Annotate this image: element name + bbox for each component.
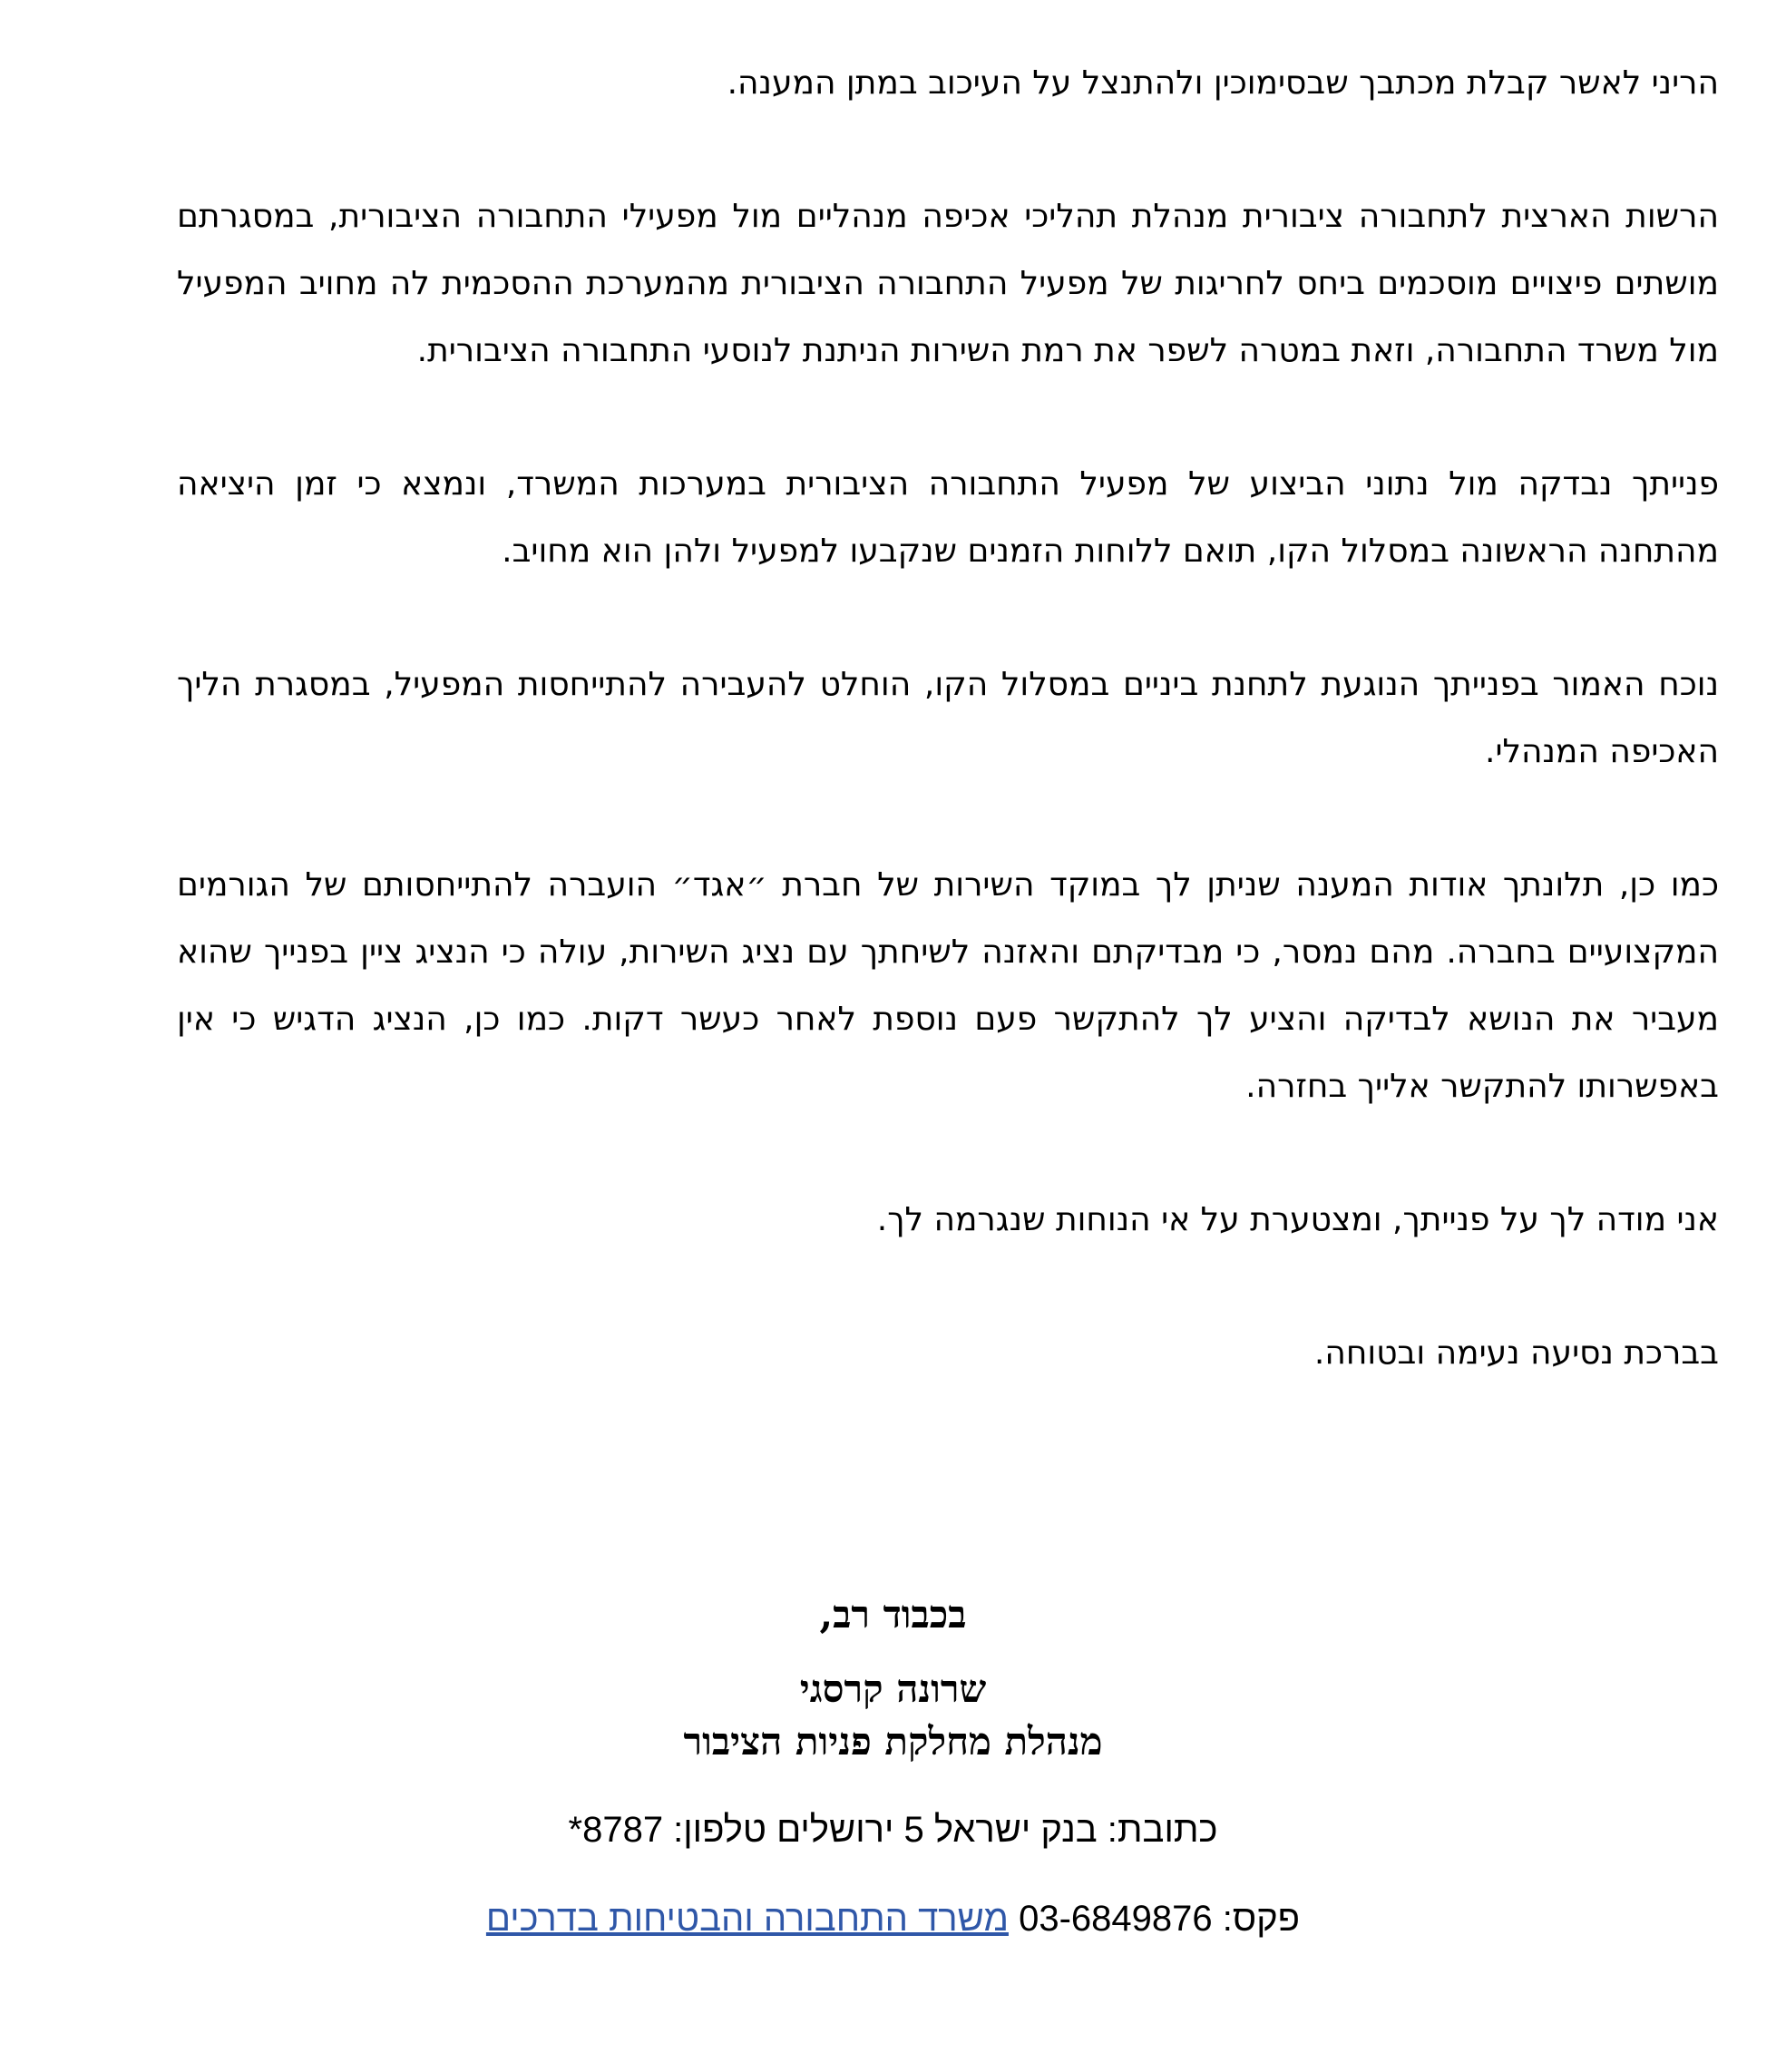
paragraph-intermediate-station: נוכח האמור בפנייתך הנוגעת לתחנת ביניים במסלול הקו, הוחלט להעבירה להתייחסות המפעיל, במסגרת הליך האכיפה המנהלי. — [177, 666, 1719, 770]
paragraph-service-complaint: כמו כן, תלונתך אודות המענה שניתן לך במוקד השירות של חברת ״אגד״ הועברה להתייחסותם של הגורמים המקצועיים בחברה. מהם נמסר, כי מבדיקתם והאזנה לשיחתך עם נציג השירות, עולה כי הנציג ציין בפנייך שהוא מעביר את הנושא לבדיקה והציע לך להתקשר פעם נוספת לאחר כעשר דקות. כמו כן, הנציג הדגיש כי אין באפשרותו להתקשר אלייך בחזרה. — [177, 866, 1719, 1105]
paragraph-inquiry-check: פנייתך נבדקה מול נתוני הביצוע של מפעיל התחבורה הציבורית במערכות המשרד, ונמצא כי זמן היציאה מהתחנה הראשונה במסלול הקו, תואם ללוחות הזמנים שנקבעו למפעיל ולהן הוא מחויב. — [177, 465, 1719, 570]
paragraph-farewell: בברכת נסיעה נעימה ובטוחה. — [1313, 1334, 1719, 1372]
fax-number: פקס: 03-6849876 — [1008, 1899, 1301, 1939]
closing-salutation: בכבוד רב, — [819, 1592, 967, 1637]
paragraph-acknowledgement: הריני לאשר קבלת מכתבך שבסימוכין ולהתנצל על העיכוב במתן המענה. — [727, 64, 1719, 102]
ministry-link[interactable]: משרד התחבורה והבטיחות בדרכים — [485, 1899, 1009, 1939]
letter-body — [177, 50, 1719, 1453]
contact-address: כתובת: בנק ישראל 5 ירושלים טלפון: 8787* — [568, 1810, 1218, 1850]
paragraph-enforcement: הרשות הארצית לתחבורה ציבורית מנהלת תהליכי אכיפה מנהליים מול מפעילי התחבורה הציבורית, במסגרתם מושתים פיצויים מוסכמים ביחס לחריגות של מפעיל התחבורה הציבורית מהמערכת ההסכמית לה מחויב המפעיל מול משרד התחבורה, וזאת במטרה לשפר את רמת השירות הניתנת לנוסעי התחבורה הציבורית. — [177, 198, 1719, 369]
signatory-name: שרונה קרסגי — [799, 1666, 987, 1711]
paragraph-thanks: אני מודה לך על פנייתך, ומצטערת על אי הנוחות שנגרמה לך. — [876, 1201, 1719, 1238]
contact-fax-line — [0, 1899, 1786, 1940]
signatory-title: מנהלת מחלקת פניות הציבור — [683, 1719, 1103, 1764]
